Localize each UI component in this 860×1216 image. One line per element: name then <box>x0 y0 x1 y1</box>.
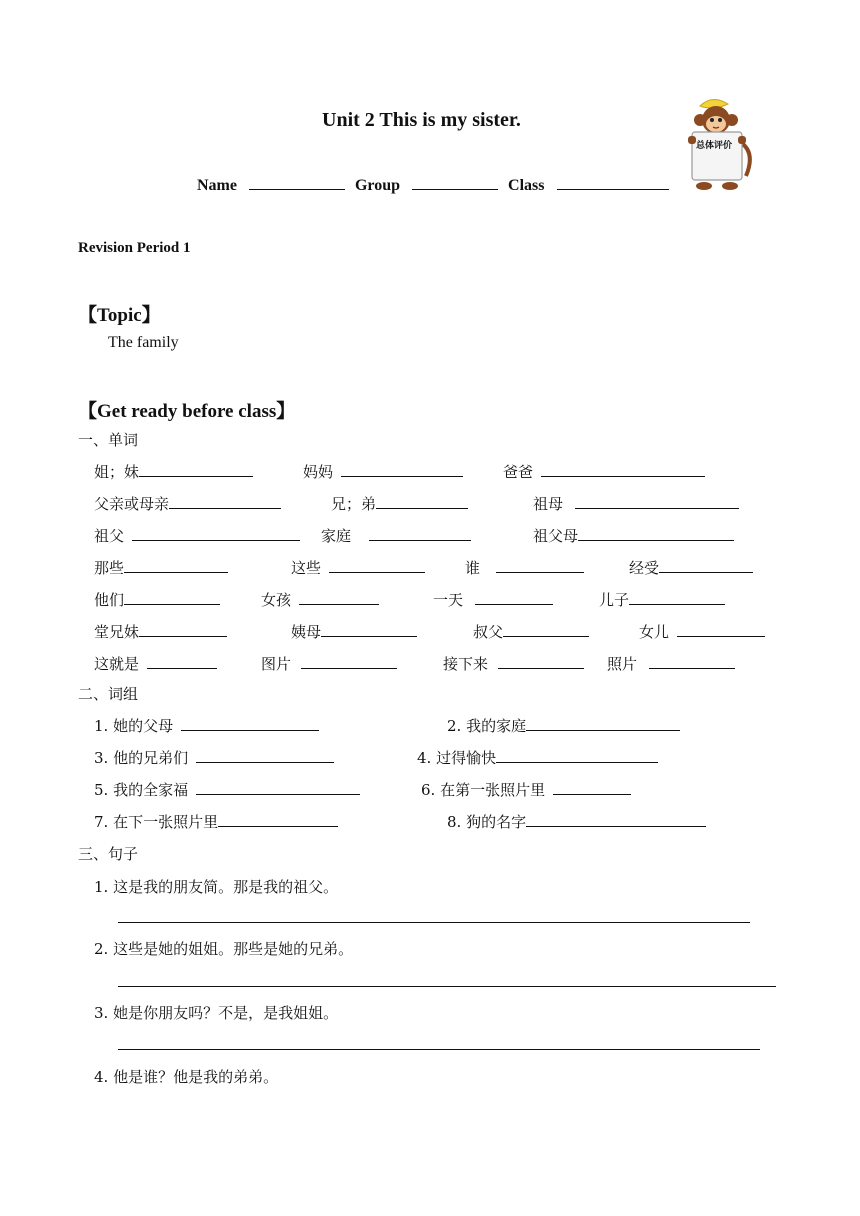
answer-blank[interactable] <box>496 748 658 763</box>
phrase-item: 1. 她的父母 <box>94 715 319 736</box>
word-item: 这就是 <box>94 653 217 674</box>
group-field[interactable] <box>412 175 498 190</box>
answer-blank[interactable] <box>329 558 425 573</box>
word-item: 父亲或母亲 <box>94 493 281 514</box>
sentences-heading: 三、句子 <box>78 845 139 863</box>
answer-blank[interactable] <box>169 494 281 509</box>
answer-blank[interactable] <box>541 462 705 477</box>
word-item: 堂兄妹 <box>94 621 227 642</box>
word-item: 叔父 <box>473 621 589 642</box>
word-item: 爸爸 <box>503 461 705 482</box>
phrases-heading: 二、词组 <box>78 685 139 703</box>
word-item: 祖母 <box>533 493 739 514</box>
answer-blank[interactable] <box>369 526 471 541</box>
answer-blank[interactable] <box>553 780 631 795</box>
answer-blank[interactable] <box>341 462 463 477</box>
answer-blank[interactable] <box>526 716 680 731</box>
badge-text: 总体评价 <box>696 141 733 151</box>
answer-blank[interactable] <box>139 462 253 477</box>
answer-blank[interactable] <box>659 558 753 573</box>
answer-blank[interactable] <box>526 812 706 827</box>
sentence-item: 3. 她是你朋友吗？不是，是我姐姐。 <box>94 1004 339 1022</box>
word-item: 姐；妹 <box>94 461 253 482</box>
answer-blank[interactable] <box>196 748 334 763</box>
phrase-item: 3. 他的兄弟们 <box>94 747 334 768</box>
sentence-item: 2. 这些是她的姐姐。那些是她的兄弟。 <box>94 940 354 958</box>
sentence-item: 1. 这是我的朋友简。那是我的祖父。 <box>94 878 339 896</box>
word-item: 一天 <box>433 589 553 610</box>
word-item: 女孩 <box>261 589 379 610</box>
word-item: 姨母 <box>291 621 417 642</box>
answer-blank[interactable] <box>677 622 765 637</box>
words-heading: 一、单词 <box>78 431 139 449</box>
name-label: Name <box>197 177 237 194</box>
answer-line[interactable] <box>118 922 750 923</box>
answer-blank[interactable] <box>139 622 227 637</box>
word-item: 图片 <box>261 653 397 674</box>
word-item: 家庭 <box>321 525 471 546</box>
word-item: 这些 <box>291 557 425 578</box>
answer-blank[interactable] <box>376 494 468 509</box>
word-item: 经受 <box>629 557 753 578</box>
answer-blank[interactable] <box>503 622 589 637</box>
ready-heading: 【Get ready before class】 <box>78 401 296 422</box>
answer-blank[interactable] <box>578 526 734 541</box>
student-info-row <box>197 175 669 195</box>
answer-blank[interactable] <box>132 526 300 541</box>
word-item: 儿子 <box>599 589 725 610</box>
phrase-item: 8. 狗的名字 <box>447 811 706 832</box>
answer-blank[interactable] <box>299 590 379 605</box>
answer-blank[interactable] <box>147 654 217 669</box>
word-item: 那些 <box>94 557 228 578</box>
answer-blank[interactable] <box>629 590 725 605</box>
answer-blank[interactable] <box>124 590 220 605</box>
word-item: 接下来 <box>443 653 584 674</box>
phrase-item: 4. 过得愉快 <box>417 747 658 768</box>
answer-line[interactable] <box>118 1049 760 1050</box>
group-label: Group <box>354 177 401 194</box>
phrase-item: 5. 我的全家福 <box>94 779 360 800</box>
answer-blank[interactable] <box>181 716 319 731</box>
name-field[interactable] <box>249 175 345 190</box>
word-item: 祖父 <box>94 525 300 546</box>
word-item: 女儿 <box>639 621 765 642</box>
topic-text: The family <box>108 334 179 351</box>
class-label: Class <box>508 177 545 194</box>
answer-blank[interactable] <box>498 654 584 669</box>
answer-line[interactable] <box>118 986 776 987</box>
answer-blank[interactable] <box>196 780 360 795</box>
phrase-item: 6. 在第一张照片里 <box>421 779 631 800</box>
phrase-item: 7. 在下一张照片里 <box>94 811 338 832</box>
word-item: 祖父母 <box>533 525 734 546</box>
word-item: 照片 <box>607 653 735 674</box>
word-item: 兄；弟 <box>331 493 468 514</box>
period-label: Revision Period 1 <box>78 240 191 256</box>
topic-heading: 【Topic】 <box>78 305 161 326</box>
phrase-item: 2. 我的家庭 <box>447 715 680 736</box>
answer-blank[interactable] <box>218 812 338 827</box>
answer-blank[interactable] <box>575 494 739 509</box>
answer-blank[interactable] <box>124 558 228 573</box>
sentence-item: 4. 他是谁？他是我的弟弟。 <box>94 1068 279 1086</box>
word-item: 他们 <box>94 589 220 610</box>
answer-blank[interactable] <box>321 622 417 637</box>
class-field[interactable] <box>557 175 669 190</box>
answer-blank[interactable] <box>301 654 397 669</box>
answer-blank[interactable] <box>649 654 735 669</box>
evaluation-badge <box>684 96 756 192</box>
word-item: 谁 <box>465 557 584 578</box>
answer-blank[interactable] <box>496 558 584 573</box>
answer-blank[interactable] <box>475 590 553 605</box>
page-title: Unit 2 This is my sister. <box>322 109 521 131</box>
word-item: 妈妈 <box>303 461 463 482</box>
